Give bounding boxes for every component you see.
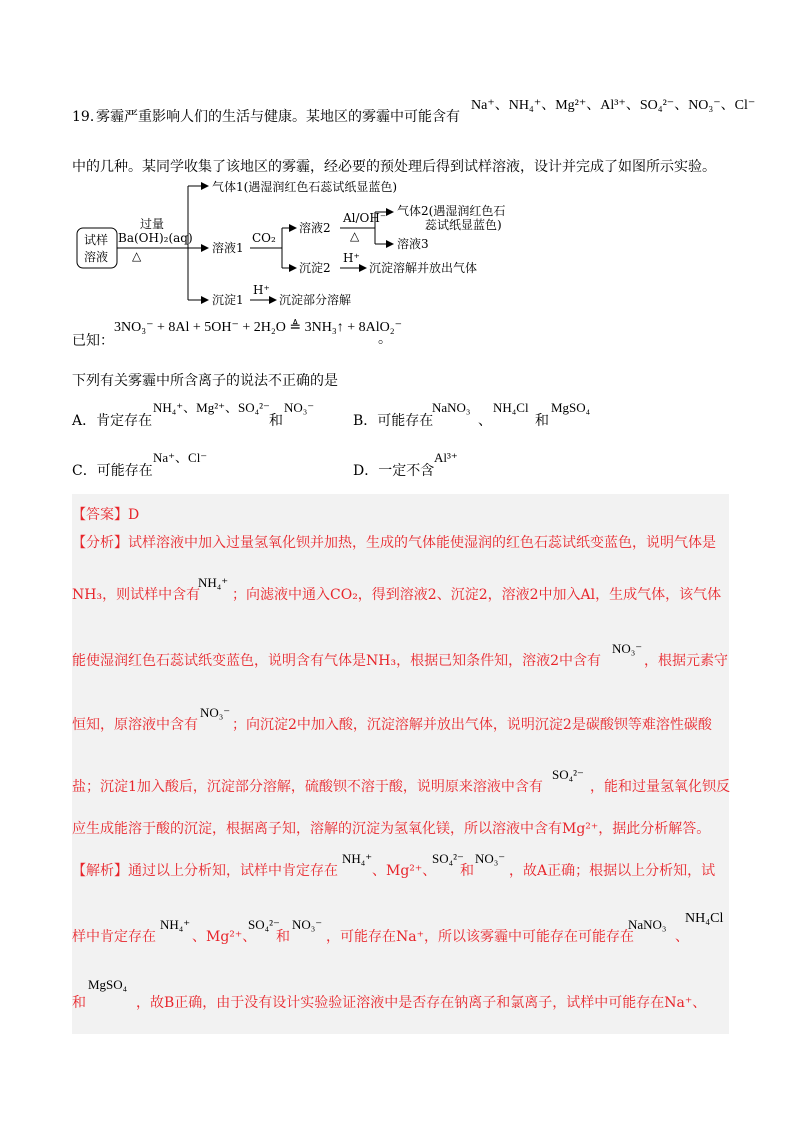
analysis-line-5b: ，能和过量氢氧化钡反 — [590, 779, 730, 795]
explain-line-8e: 、 — [675, 929, 689, 945]
sample-label-1: 试样 — [84, 233, 109, 247]
option-b-label[interactable]: B．可能存在 — [353, 413, 434, 429]
known-end: 。 — [378, 331, 392, 347]
reagent-excess: 过量 — [140, 217, 165, 231]
explain-line-7b: 、Mg²⁺、 — [372, 863, 437, 879]
ion-list: Na⁺、NH₄⁺、Mg²⁺、Al³⁺、SO₄²⁻、NO₃⁻、Cl⁻ — [471, 98, 756, 113]
explain-line-9a: 和 — [72, 995, 86, 1011]
question-stem-line2: 中的几种。某同学收集了该地区的雾霾，经必要的预处理后得到试样溶液，设计并完成了如图所示实验。 — [72, 159, 716, 175]
explain-line-8c: 和 — [276, 929, 290, 945]
option-b-2: NH₄Cl — [493, 400, 529, 415]
h-plus-label-1: H⁺ — [343, 251, 360, 265]
option-c-ions: Na⁺、Cl⁻ — [153, 450, 208, 465]
explain-line-8b: 、Mg²⁺、 — [192, 929, 257, 945]
gas2-label-2: 蕊试纸显蓝色) — [425, 218, 502, 232]
answer-panel — [72, 494, 729, 1034]
ppt1-result: 沉淀部分溶解 — [279, 293, 352, 307]
explain-line-7-ion3: NO₃⁻ — [475, 851, 506, 866]
heat-symbol-2: △ — [350, 229, 360, 243]
known-equation: 3NO₃⁻ + 8Al + 5OH⁻ + 2H₂O ≜ 3NH₃↑ + 8AlO₂⁻ — [114, 320, 402, 335]
option-b-1: NaNO₃ — [432, 400, 471, 415]
analysis-line-2a: NH₃，则试样中含有 — [72, 587, 201, 603]
explain-line-8d: ，可能存在Na⁺，所以该雾霾中可能存在可能存在 — [326, 929, 634, 945]
ppt1-label: 沉淀1 — [212, 293, 244, 307]
experiment-flowchart — [0, 178, 800, 308]
sample-label-2: 溶液 — [84, 250, 109, 264]
heat-symbol-1: △ — [132, 249, 142, 263]
gas2-label-1: 气体2(遇湿润红色石 — [397, 204, 506, 218]
option-d-ion: Al³⁺ — [434, 450, 458, 465]
option-b-3: MgSO₄ — [551, 400, 591, 415]
explain-line-7c: 和 — [460, 863, 474, 879]
analysis-line-5-ion: SO₄²⁻ — [552, 767, 584, 782]
explain-line-9-ion: MgSO₄ — [88, 977, 128, 992]
sol2-label: 溶液2 — [299, 221, 331, 235]
option-a-label[interactable]: A．肯定存在 — [72, 413, 153, 429]
analysis-line-4-ion: NO₃⁻ — [200, 705, 231, 720]
analysis-line-3b: ，根据元素守 — [644, 653, 728, 669]
analysis-line-4a: 恒知，原溶液中含有 — [72, 717, 198, 733]
explain-line-8-ion5: NH₄Cl — [685, 911, 724, 926]
analysis-line-6: 应生成能溶于酸的沉淀，根据离子知，溶解的沉淀为氢氧化镁，所以溶液中含有Mg²⁺，据此分析解答。 — [72, 821, 711, 837]
explain-line-7-ion1: NH₄⁺ — [342, 851, 373, 866]
explain-line-7-ion2: SO₄²⁻ — [432, 851, 464, 866]
explain-line-8-ion2: SO₄²⁻ — [248, 917, 280, 932]
known-label: 已知： — [72, 333, 114, 349]
sol3-label: 溶液3 — [397, 237, 429, 251]
answer-line: 【答案】D — [72, 507, 140, 523]
analysis-line-1: 【分析】试样溶液中加入过量氢氧化钡并加热，生成的气体能使湿润的红色石蕊试纸变蓝色，说明气体是 — [72, 535, 716, 551]
question-stem-line1: 雾霾严重影响人们的生活与健康。某地区的雾霾中可能含有 — [96, 109, 460, 125]
explain-line-7d: ，故A正确；根据以上分析知，试 — [509, 863, 716, 879]
option-a-last: NO₃⁻ — [284, 400, 315, 415]
analysis-line-3-ion: NO₃⁻ — [612, 641, 643, 656]
co2-label: CO₂ — [252, 231, 276, 245]
reagent-baoh2: Ba(OH)₂(aq) — [118, 231, 193, 245]
h-plus-label-2: H⁺ — [253, 283, 270, 297]
gas1-label: 气体1(遇湿润红色石蕊试纸显蓝色) — [212, 180, 397, 194]
option-d-label[interactable]: D．一定不含 — [353, 463, 435, 479]
option-b-sep: 、 — [478, 413, 492, 429]
ppt2-result: 沉淀溶解并放出气体 — [369, 261, 478, 275]
explain-line-8a: 样中肯定存在 — [72, 929, 156, 945]
analysis-line-3a: 能使湿润红色石蕊试纸变蓝色，说明含有气体是NH₃，根据已知条件知，溶液2中含有 — [72, 653, 601, 669]
explain-line-7a: 【解析】通过以上分析知，试样中肯定存在 — [72, 863, 338, 879]
explain-line-8-ion4: NaNO₃ — [628, 917, 667, 932]
analysis-line-5a: 盐；沉淀1加入酸后，沉淀部分溶解，硫酸钡不溶于酸，说明原来溶液中含有 — [72, 779, 543, 795]
question-number: 19． — [72, 109, 104, 125]
explain-line-8-ion3: NO₃⁻ — [292, 917, 323, 932]
analysis-line-2b: ；向滤液中通入CO₂，得到溶液2、沉淀2，溶液2中加入Al，生成气体，该气体 — [232, 587, 722, 603]
option-b-and: 和 — [535, 413, 549, 429]
sol1-label: 溶液1 — [212, 241, 244, 255]
analysis-line-2-ion: NH₄⁺ — [198, 575, 229, 590]
option-a-ions: NH₄⁺、Mg²⁺、SO₄²⁻ — [153, 400, 270, 415]
explain-line-9b: ，故B正确，由于没有设计实验验证溶液中是否存在钠离子和氯离子，试样中可能存在Na⁺、 — [136, 995, 707, 1011]
explain-line-8-ion1: NH₄⁺ — [160, 917, 191, 932]
option-c-label[interactable]: C．可能存在 — [72, 463, 153, 479]
ppt2-label: 沉淀2 — [299, 261, 331, 275]
analysis-line-4b: ；向沉淀2中加入酸，沉淀溶解并放出气体，说明沉淀2是碳酸钡等难溶性碳酸 — [232, 717, 712, 733]
al-oh-label: Al/OH⁻ — [343, 211, 387, 225]
option-a-and: 和 — [269, 413, 283, 429]
question-prompt: 下列有关雾霾中所含离子的说法不正确的是 — [72, 373, 338, 389]
